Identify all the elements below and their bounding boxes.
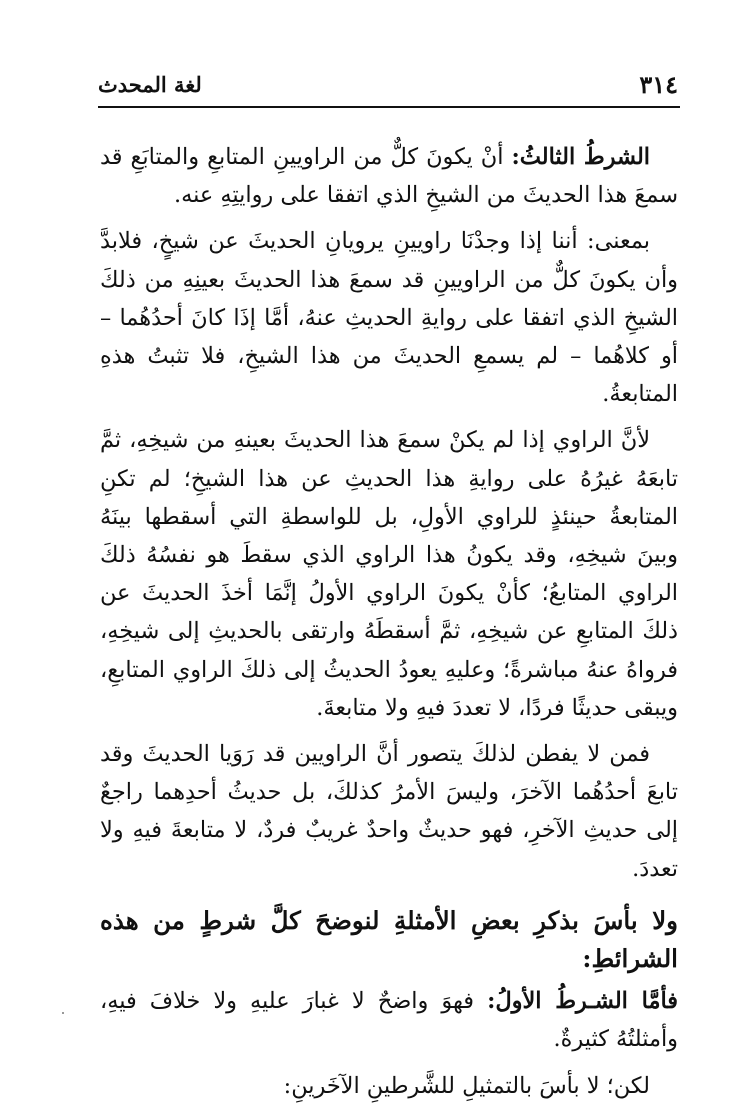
- paragraph-reason: [100, 421, 678, 727]
- paragraph-first-condition: [100, 982, 678, 1058]
- paragraph-text: لكن؛ لا بأسَ بالتمثيلِ للشَّرطينِ الآخَرينِ:: [283, 1072, 650, 1099]
- paragraph-text: فهوَ واضحٌ لا غبارَ عليهِ ولا خلافَ فيهِ، وأمثلتُهُ كثيرةٌ.: [100, 988, 678, 1053]
- paragraph-text: لأنَّ الراوي إذا لم يكنْ سمعَ هذا الحديثَ بعينهِ من شيخِهِ، ثمَّ تابعَهُ غيرُهُ على روايةِ هذا الحديثِ عن هذا الشيخِ؛ لم تكنِ المتابعةُ حينئذٍ للراوي الأولِ، بل للواسطةِ التي أسقطها بينَهُ وبينَ شيخِهِ، وقد يكونُ هذا الراوي الذي سقطَ هو نفسُهُ ذلكَ الراوي المتابعُ؛ كأنْ يكونَ الراوي الأولُ إنَّمَا أخذَ الحديثَ عن ذلكَ المتابعِ عن شيخِهِ، ثمَّ أسقطَهُ وارتقى بالحديثِ إلى شيخِهِ، فرواهُ عنهُ مباشرةً؛ وعليهِ يعودُ الحديثُ إلى ذلكَ الراوي المتابعِ، ويبقى حديثًا فردًا، لا تعددَ فيهِ ولا متابعةَ.: [100, 427, 678, 721]
- paragraph-text: فمن لا يفطن لذلكَ يتصور أنَّ الراويين قد رَوَيا الحديثَ وقد تابعَ أحدُهُما الآخرَ، وليسَ الأمرُ كذلكَ، بل حديثُ أحدِهما راجعٌ إلى حديثِ الآخرِ، فهو حديثٌ واحدٌ غريبٌ فردٌ، لا متابعةَ فيهِ ولا تعددَ.: [100, 741, 678, 882]
- margin-speck: [62, 1012, 64, 1014]
- paragraph-text: أنْ يكونَ كلٌّ من الراويينِ المتابعِ والمتابَعِ قد سمعَ هذا الحديثَ من الشيخِ الذي اتفقا على روايتِهِ عنه.: [100, 144, 678, 209]
- page-header: [98, 66, 678, 106]
- page-body: [100, 138, 678, 1113]
- running-title: لغة المحدث: [98, 72, 202, 97]
- paragraph-text: بمعنى: أننا إذا وجدْنَا راويينِ يرويانِ الحديثَ عن شيخٍ، فلابدَّ وأن يكونَ كلٌّ من الراويينِ قد سمعَ هذا الحديثَ بعينِهِ من ذلكَ الشيخِ الذي اتفقا على روايةِ الحديثِ عنهُ، أمَّا إذَا كانَ أحدُهُما – أو كلاهُما – لم يسمعِ الحديثَ من هذا الشيخِ، فلا تثبتُ هذهِ المتابعةُ.: [100, 228, 678, 408]
- section-heading: ولا بأسَ بذكرِ بعضِ الأمثلةِ لنوضحَ كلَّ شرطٍ من هذه الشرائطِ:: [100, 905, 678, 974]
- paragraph-meaning: [100, 222, 678, 413]
- paragraph-lead: الشرطُ الثالثُ:: [511, 144, 651, 170]
- header-rule: [98, 106, 680, 108]
- page-number: ٣١٤: [639, 70, 678, 99]
- paragraph-third-condition: [100, 138, 678, 214]
- closing-line: [100, 1067, 678, 1105]
- paragraph-lead: فأمَّا الشـرطُ الأولُ:: [487, 988, 678, 1015]
- paragraph-misconception: [100, 735, 678, 888]
